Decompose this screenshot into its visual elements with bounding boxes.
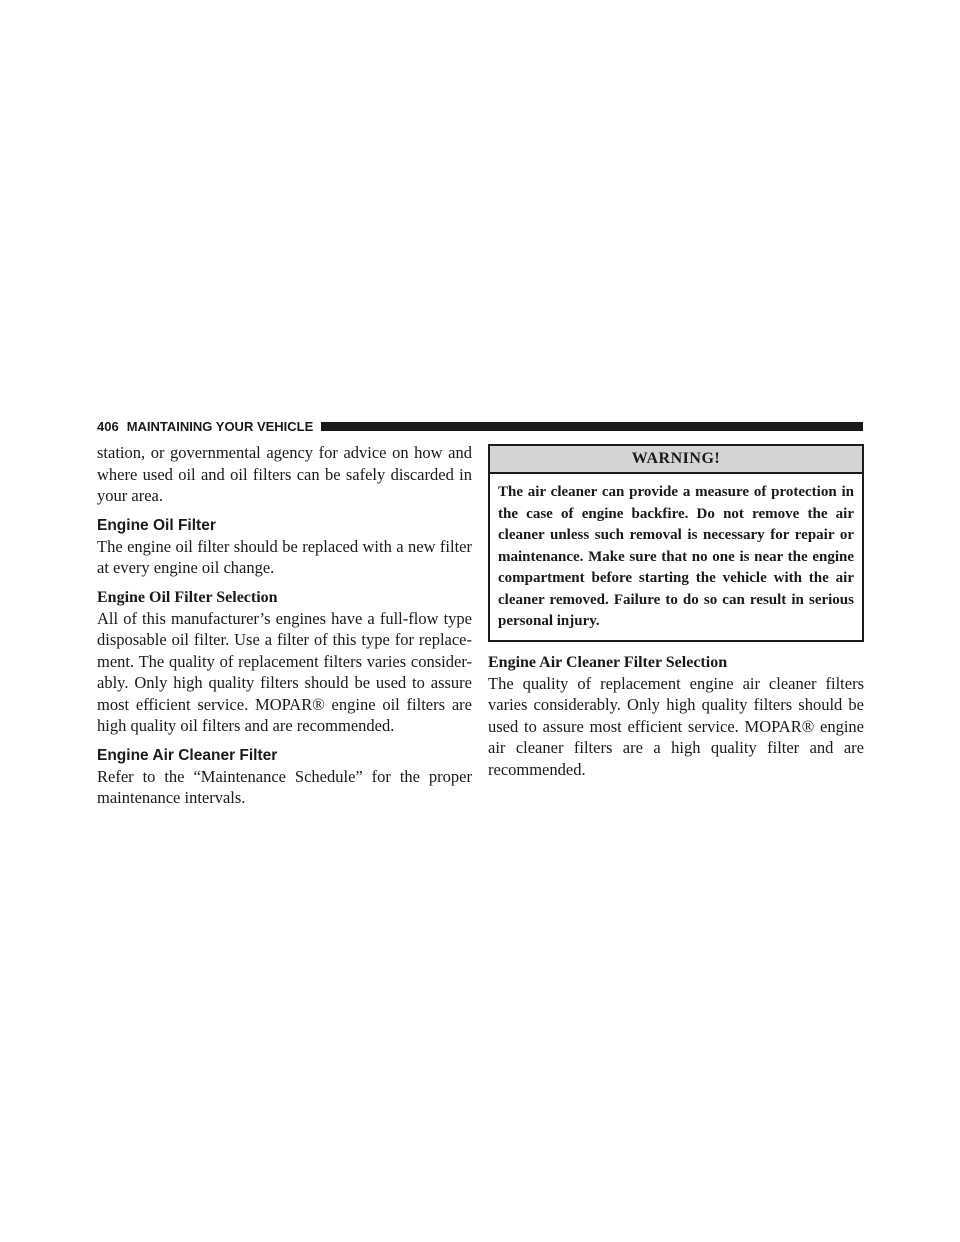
warning-text: The air cleaner can provide a measure of protection in the case of engine backfire. Do not remove the air cleaner unless such removal is necessary for repair or maintenance. Make sure that no one is near the engine compartment before starting the vehicle with the air cleaner removed. Failure to do so can result in serious personal injury. bbox=[498, 484, 854, 629]
oil-selection-paragraph: All of this manufacturer’s engines have a full-flow type disposable oil filter. Use a filter of this type for replace-ment. The quality of replacement filters varies consider-ably. Only high quality filters should be used to assure most efficient service. MOPAR® engine oil filters are high quality oil filters and are recommended. bbox=[97, 608, 472, 735]
page-number: 406 bbox=[97, 418, 119, 434]
left-column bbox=[97, 442, 472, 809]
header-rule bbox=[321, 422, 863, 431]
air-selection-heading: Engine Air Cleaner Filter Selection bbox=[488, 653, 728, 671]
oil-filter-heading: Engine Oil Filter bbox=[97, 516, 216, 534]
air-selection-paragraph: The quality of replacement engine air cleaner filters varies considerably. Only high quality filters should be used to assure most efficient service. MOPAR® engine air cleaner filters are a high quality filter and are recommended. bbox=[488, 673, 864, 779]
air-cleaner-paragraph: Refer to the “Maintenance Schedule” for the proper maintenance intervals. bbox=[97, 766, 472, 807]
warning-title: WARNING! bbox=[490, 446, 862, 474]
air-cleaner-heading: Engine Air Cleaner Filter bbox=[97, 746, 278, 764]
oil-filter-paragraph: The engine oil filter should be replaced with a new filter at every engine oil change. bbox=[97, 536, 472, 577]
section-title: MAINTAINING YOUR VEHICLE bbox=[126, 418, 314, 434]
warning-box bbox=[488, 444, 864, 642]
oil-selection-heading: Engine Oil Filter Selection bbox=[97, 588, 278, 606]
right-column bbox=[488, 442, 864, 780]
intro-paragraph: station, or governmental agency for advice on how and where used oil and oil filters can be safely discarded in your area. bbox=[97, 443, 472, 505]
page-header bbox=[97, 417, 863, 435]
